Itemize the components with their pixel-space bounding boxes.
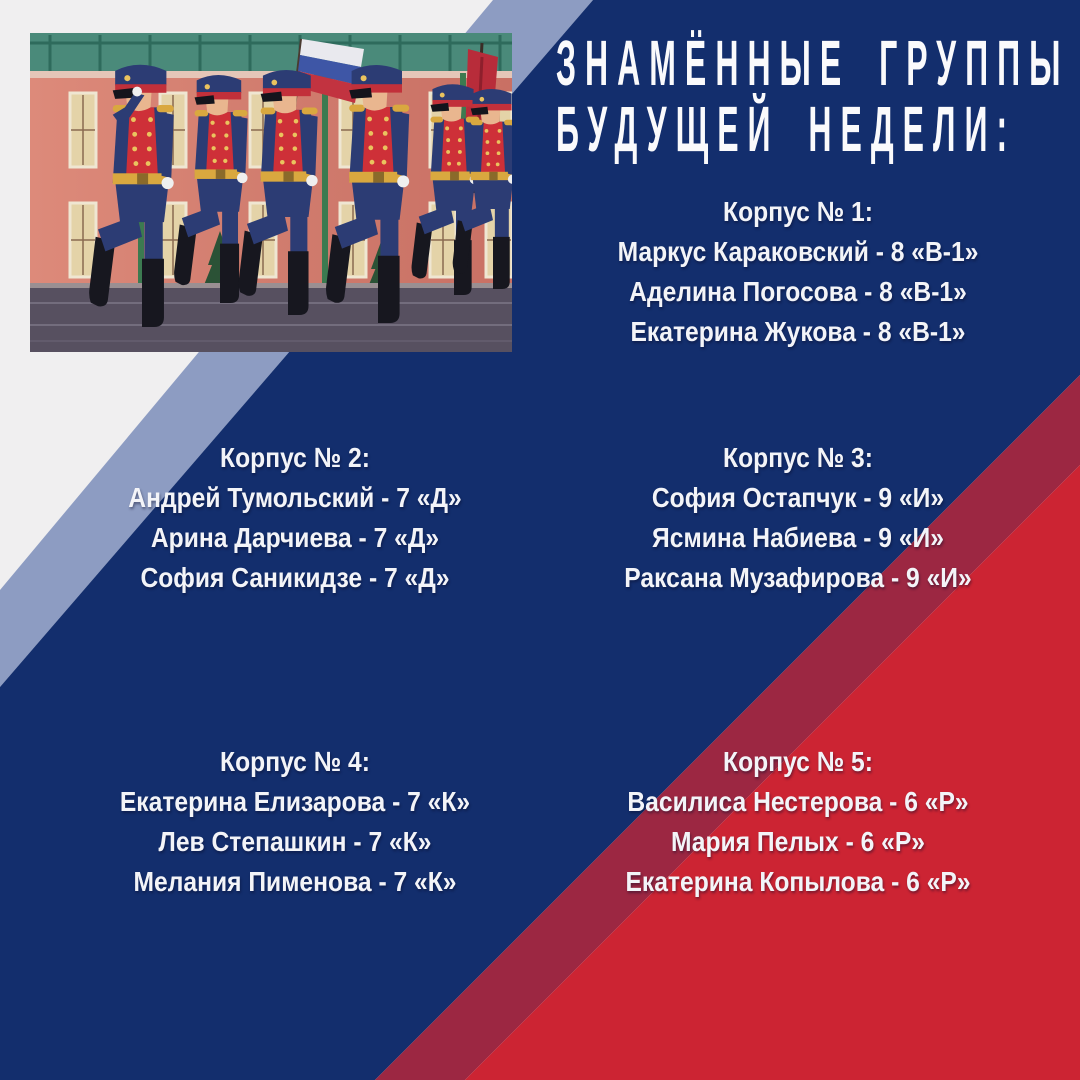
section-header: Корпус № 3: — [723, 442, 873, 473]
member-line: София Саникидзе - 7 «Д» — [140, 562, 450, 593]
member-line: Андрей Тумольский - 7 «Д» — [128, 482, 462, 513]
title-line-2: БУДУЩЕЙ НЕДЕЛИ: — [556, 93, 1017, 165]
poster-title — [556, 27, 1076, 165]
section-korpus-5 — [587, 742, 1009, 902]
member-line: Екатерина Жукова - 8 «В-1» — [630, 316, 966, 347]
section-header: Корпус № 2: — [220, 442, 370, 473]
member-line: Мария Пелых - 6 «Р» — [670, 826, 926, 857]
section-korpus-1 — [587, 192, 1009, 352]
member-line: София Остапчук - 9 «И» — [651, 482, 945, 513]
section-korpus-4 — [84, 742, 506, 902]
member-line: Василиса Нестерова - 6 «Р» — [627, 786, 969, 817]
section-korpus-2 — [84, 438, 506, 598]
section-korpus-3 — [587, 438, 1009, 598]
title-line-1: ЗНАМЁННЫЕ ГРУППЫ — [556, 27, 1070, 99]
member-line: Ясмина Набиева - 9 «И» — [652, 522, 944, 553]
member-line: Екатерина Копылова - 6 «Р» — [625, 866, 971, 897]
member-line: Аделина Погосова - 8 «В-1» — [629, 276, 967, 307]
section-header: Корпус № 1: — [723, 196, 873, 227]
member-line: Маркус Караковский - 8 «В-1» — [617, 236, 979, 267]
member-line: Мелания Пименова - 7 «К» — [133, 866, 457, 897]
parade-photo — [30, 33, 512, 352]
member-line: Екатерина Елизарова - 7 «К» — [119, 786, 471, 817]
section-header: Корпус № 5: — [723, 746, 873, 777]
section-header: Корпус № 4: — [220, 746, 370, 777]
member-line: Лев Степашкин - 7 «К» — [158, 826, 432, 857]
member-line: Раксана Музафирова - 9 «И» — [624, 562, 972, 593]
member-line: Арина Дарчиева - 7 «Д» — [150, 522, 440, 553]
photo-roof — [30, 33, 512, 73]
